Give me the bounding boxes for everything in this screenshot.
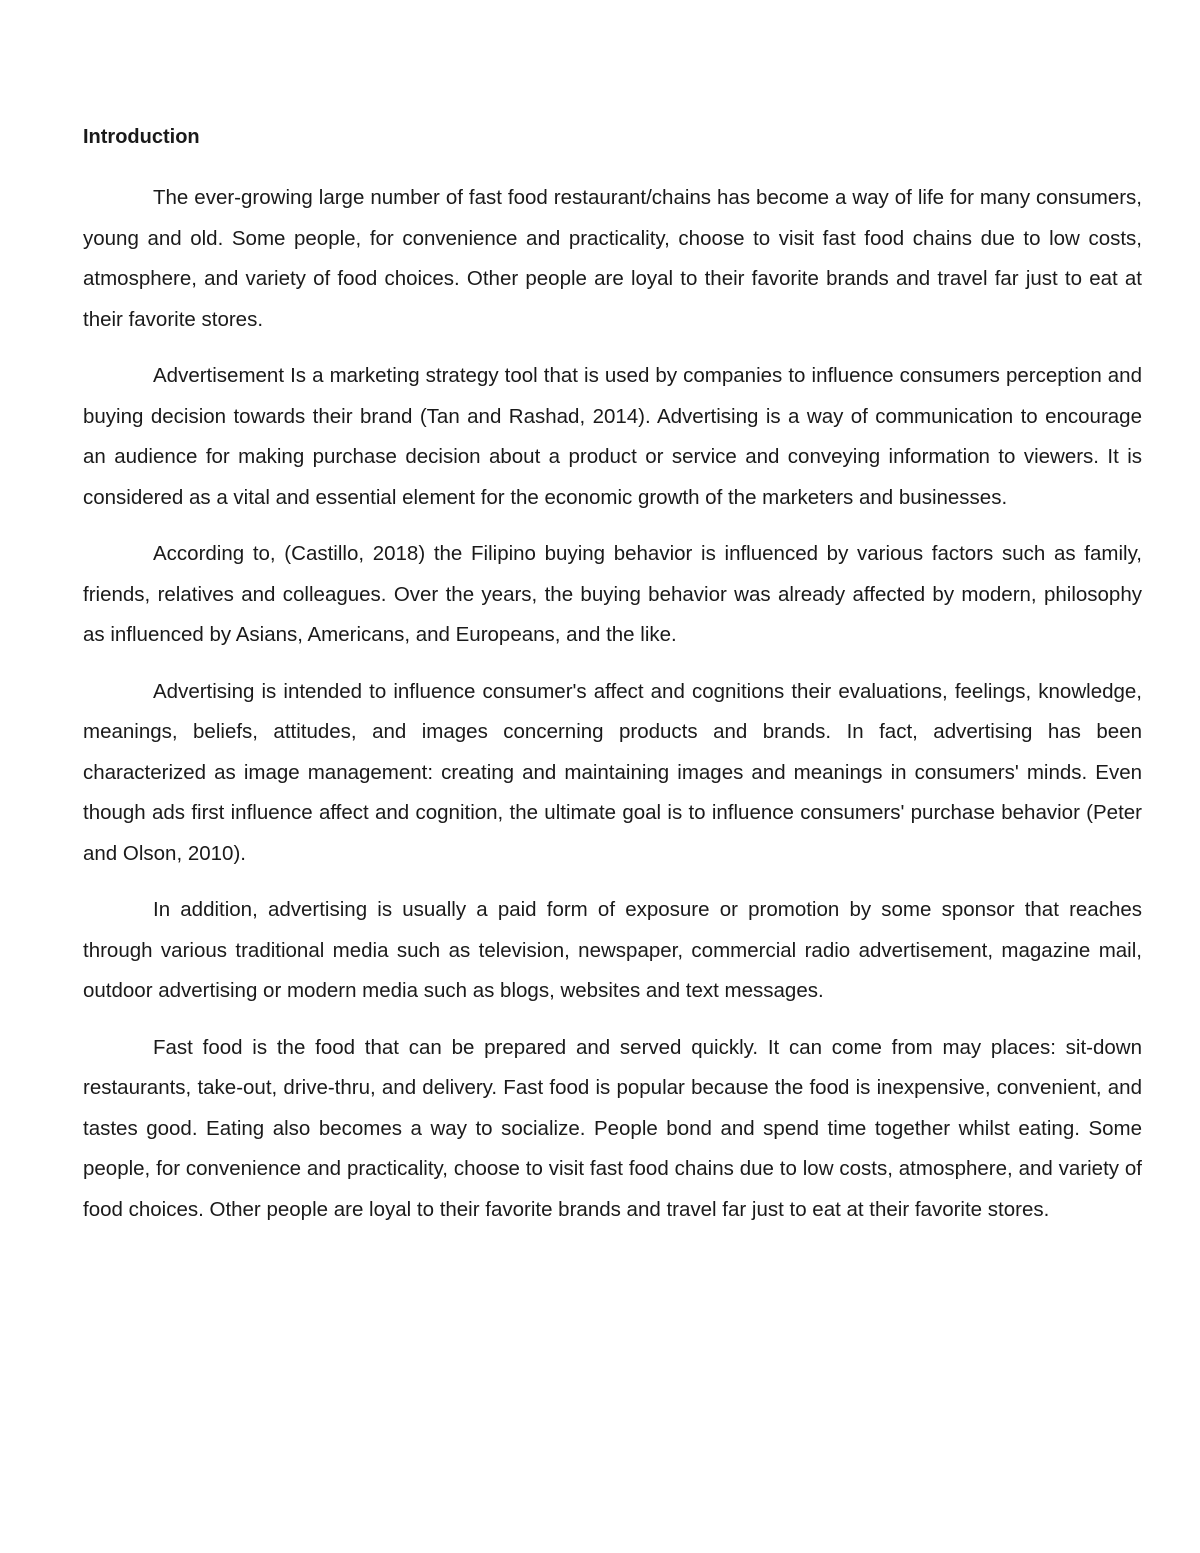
paragraph-filipino-buying-behavior: According to, (Castillo, 2018) the Filipino buying behavior is influenced by various factors such as family, friends, relatives and colleagues. Over the years, the buying behavior was already affected by modern, philosophy as influenced by Asians, Americans, and Europeans, and the like. — [83, 542, 1142, 646]
paragraph-fast-food-chains: The ever-growing large number of fast food restaurant/chains has become a way of life for many consumers, young and old. Some people, for convenience and practicality, choose to visit fast food chains due to low costs, atmosphere, and variety of food choices. Other people are loyal to their favorite brands and travel far just to eat at their favorite stores. — [83, 186, 1142, 331]
document-page — [83, 122, 1142, 1246]
paragraph-fast-food-definition: Fast food is the food that can be prepared and served quickly. It can come from may places: sit-down restaurants, take-out, drive-thru, and delivery. Fast food is popular because the food is inexpensive, convenient, and tastes good. Eating also becomes a way to socialize. People bond and spend time together whilst eating. Some people, for convenience and practicality, choose to visit fast food chains due to low costs, atmosphere, and variety of food choices. Other people are loyal to their favorite brands and travel far just to eat at their favorite stores. — [83, 1035, 1142, 1221]
section-heading: Introduction — [83, 126, 200, 148]
paragraph-advertising-media: In addition, advertising is usually a paid form of exposure or promotion by some sponsor that reaches through various traditional media such as television, newspaper, commercial radio advertisement, magazine mail, outdoor advertising or modern media such as blogs, websites and text messages. — [83, 898, 1142, 1002]
paragraph-advertising-influence: Advertising is intended to influence consumer's affect and cognitions their evaluations, feelings, knowledge, meanings, beliefs, attitudes, and images concerning products and brands. In fact, advertising has been characterized as image management: creating and maintaining images and meanings in consumers' minds. Even though ads first influence affect and cognition, the ultimate goal is to influence consumers' purchase behavior (Peter and Olson, 2010). — [83, 679, 1142, 865]
paragraph-advertisement-definition: Advertisement Is a marketing strategy tool that is used by companies to influence consumers perception and buying decision towards their brand (Tan and Rashad, 2014). Advertising is a way of communication to encourage an audience for making purchase decision about a product or service and conveying information to viewers. It is considered as a vital and essential element for the economic growth of the marketers and businesses. — [83, 364, 1142, 509]
